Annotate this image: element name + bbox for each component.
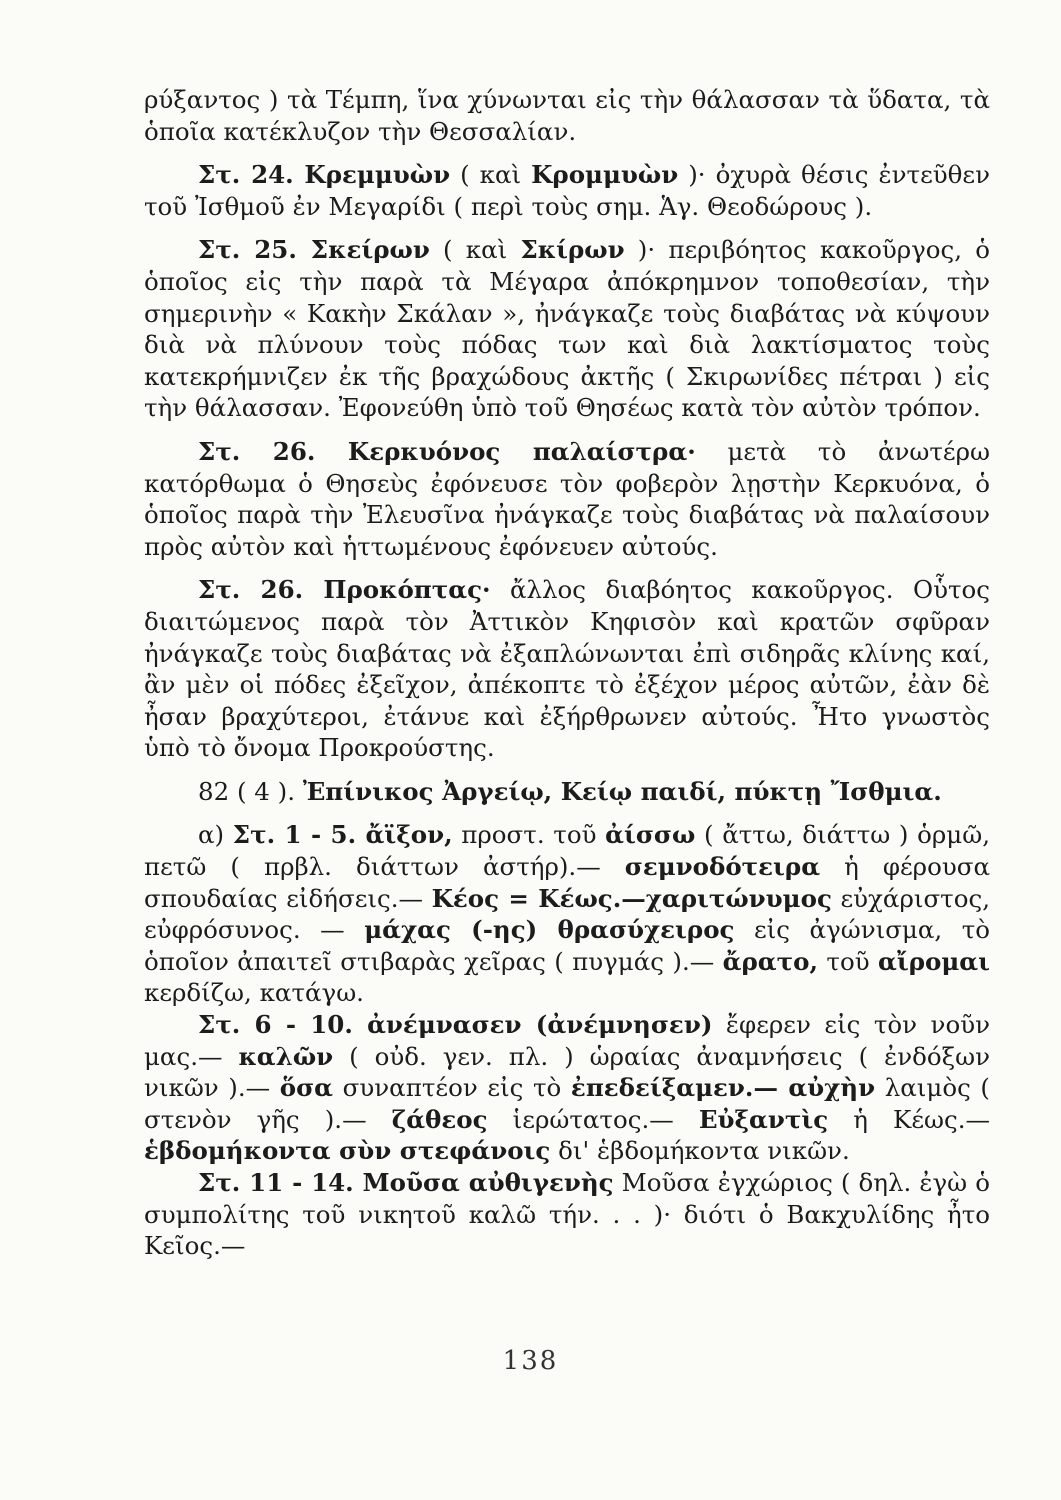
paragraph-lines-11-14: Στ. 11 - 14. Μοῦσα αὐθιγενὴς Μοῦσα ἐγχώριος ( δηλ. ἐγὼ ὁ συμπολίτης τοῦ νικητοῦ καλῶ τήν. . . )· διότι ὁ Βακχυλίδης ἦτο Κεῖος.— [144,1168,990,1261]
paragraph-lines-6-10: Στ. 6 - 10. ἀνέμνασεν (ἀνέμνησεν) ἔφερεν εἰς τὸν νοῦν μας.— καλῶν ( οὐδ. γεν. πλ. ) ὡραίας ἀναμνήσεις ( ἐνδόξων νικῶν ).— ὅσα συναπτέον εἰς τὸ ἐπεδείξαμεν.— αὐχὴν λαιμὸς ( στενὸν γῆς ).— ζάθεος ἱερώτατος.— Εὐξαντὶς ἡ Κέως.— ἑβδομήκοντα σὺν στεφάνοις δι' ἑβδομήκοντα νικῶν. [144,1010,991,1166]
paragraph-line-26-prokoptas: Στ. 26. Προκόπτας· ἄλλος διαβόητος κακοῦργος. Οὗτος διαιτώμενος παρὰ τὸν Ἀττικὸν Κηφισὸν καὶ κρατῶν σφῦραν ἠνάγκαζε τοὺς διαβάτας νὰ ἐξαπλώνωνται ἐπὶ σιδηρᾶς κλίνης καί, ἂν μὲν οἱ πόδες ἐξεῖχον, ἀπέκοπτε τὸ ἐξέχον μέρος αὐτῶν, ἐὰν δὲ ἦσαν βραχύτεροι, ἐτάνυε καὶ ἐξήρθρωνεν αὐτούς. Ἦτο γνωστὸς ὑπὸ τὸ ὄνομα Προκρούστης. [144,575,990,763]
term-label: ἐπεδείξαμεν.— αὐχὴν [570,1073,876,1103]
term-label: ἀίσσω [605,820,696,850]
paragraph-line-25: Στ. 25. Σκείρων ( καὶ Σκίρων )· περιβόητος κακοῦργος, ὁ ὁποῖος εἰς τὴν παρὰ τὰ Μέγαρα ἀπόκρημνον τοποθεσίαν, τὴν σημερινὴν « Κακὴν Σκάλαν », ἠνάγκαζε τοὺς διαβάτας νὰ κύψουν διὰ νὰ πλύνουν τοὺς πόδας των καὶ διὰ λακτίσματος τοὺς κατεκρήμνιζεν ἐκ τῆς βραχώδους ἀκτῆς ( Σκιρωνίδες πέτραι ) εἰς τὴν θάλασσαν. Ἐφονεύθη ὑπὸ τοῦ Θησέως κατὰ τὸν αὐτὸν τρόπον. [144,235,990,423]
term-label: καλῶν [238,1041,334,1071]
term-label: ἑβδομήκοντα σὺν στεφάνοις [144,1136,551,1166]
paragraph-intro: ρύξαντος ) τὰ Τέμπη, ἵνα χύνωνται εἰς τὴν θάλασσαν τὰ ὕδατα, τὰ ὁποῖα κατέκλυζον τὴν Θεσσαλίαν. [144,85,990,146]
page-number: 138 [502,1346,559,1376]
ode-title: Ἐπίνικος Ἀργείῳ, Κείῳ παιδί, πύκτῃ Ἴσθμια. [302,776,942,806]
section-heading-82: 82 ( 4 ). Ἐπίνικος Ἀργείῳ, Κείῳ παιδί, πύκτῃ Ἴσθμια. [198,776,942,806]
term-label: αἴρομαι [878,946,991,976]
paragraph-line-26-kerkyon: Στ. 26. Κερκυόνος παλαίστρα· μετὰ τὸ ἀνωτέρω κατόρθωμα ὁ Θησεὺς ἐφόνευσε τὸν φοβερὸν λῃστὴν Κερκυόνα, ὁ ὁποῖος παρὰ τὴν Ἐλευσῖνα ἠνάγκαζε τοὺς διαβάτας νὰ παλαίσουν πρὸς αὐτὸν καὶ ἡττωμένους ἐφόνευεν αὐτούς. [144,436,990,561]
term-label: Εὐξαντὶς [698,1104,829,1134]
paragraph-lines-1-5: α) Στ. 1 - 5. ἄϊξον, προστ. τοῦ ἀίσσω ( ἄττω, διάττω ) ὁρμῶ, πετῶ ( πρβλ. διάττων ἀστήρ).— σεμνοδότειρα ἡ φέρουσα σπουδαίας εἰδήσεις.— Κέος = Κέως.—χαριτώνυμος εὐχάριστος, εὐφρόσυνος. — μάχας (-ης) θρασύχειρος εἰς ἀγώνισμα, τὸ ὁποῖον ἀπαιτεῖ στιβαρὰς χεῖρας ( πυγμάς ).— ἄρατο, τοῦ αἴρομαι κερδίζω, κατάγω. [144,820,991,1008]
term-label: ὅσα [279,1073,334,1103]
term-label: ἄρατο, [722,946,818,976]
term-label: Στ. 24. Κρεμμυὼν [198,160,451,190]
page-text [144,84,990,1262]
term-label: Στ. 26. Προκόπτας· [198,575,491,605]
term-label: ζάθεος [391,1104,488,1134]
term-label: Στ. 25. Σκείρων [198,235,430,265]
paragraph-line-24: Στ. 24. Κρεμμυὼν ( καὶ Κρομμυὼν )· ὀχυρὰ θέσις ἐντεῦθεν τοῦ Ἰσθμοῦ ἐν Μεγαρίδι ( περὶ τοὺς σημ. Ἁγ. Θεοδώρους ). [144,160,990,221]
term-label: μάχας (-ης) θρασύχειρος [364,915,735,945]
term-label: Στ. 11 - 14. Μοῦσα αὐθιγενὴς [198,1168,614,1197]
term-label: Σκίρων [520,235,625,265]
term-label: σεμνοδότειρα [624,852,821,882]
term-label: Κρομμυὼν [531,160,679,190]
term-label: Στ. 6 - 10. ἀνέμνασεν (ἀνέμνησεν) [198,1010,713,1040]
term-label: Στ. 1 - 5. ἄϊξον, [232,820,453,850]
term-label: Κέος = Κέως.—χαριτώνυμος [431,883,832,913]
term-label: Στ. 26. Κερκυόνος παλαίστρα· [198,436,696,466]
